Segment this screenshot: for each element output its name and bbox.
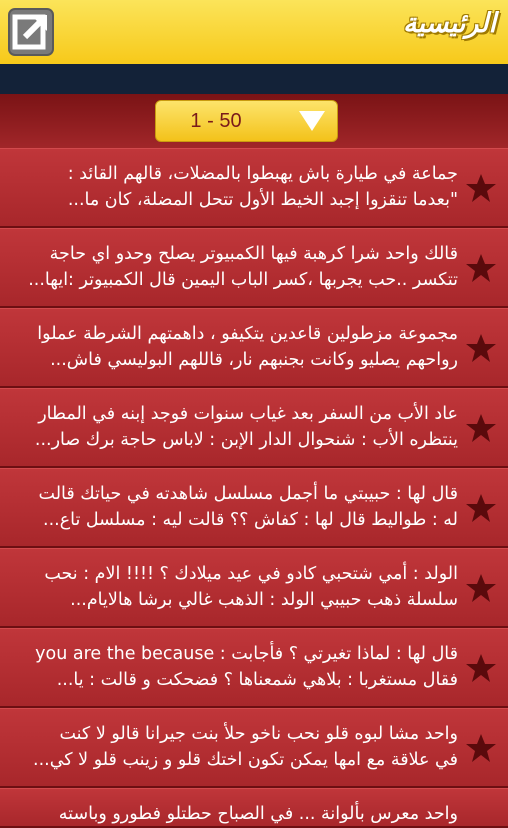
share-button[interactable]	[6, 6, 56, 58]
star-icon[interactable]	[466, 493, 496, 523]
list-item-text: قال لها : لماذا تغيرتي ؟ فأجابت : you are the because فقال مستغربا : بلاهي شمعناها ؟ فضحكت و قالت : يا...	[35, 644, 458, 690]
range-dropdown[interactable]	[155, 100, 338, 142]
star-icon[interactable]	[466, 333, 496, 363]
star-icon[interactable]	[466, 733, 496, 763]
list-item[interactable]	[0, 388, 508, 468]
share-arrow-icon	[7, 7, 55, 57]
star-icon[interactable]	[466, 253, 496, 283]
list-item[interactable]	[0, 788, 508, 828]
chevron-down-icon	[299, 111, 325, 131]
list-item-text: واحد مشا لبوه قلو نحب ناخو حلأ بنت جيرانا قالو لا كنت في علاقة مع امها يمكن تكون اختك قلو و زينب قلو لا كي...	[33, 724, 458, 770]
jokes-list	[0, 148, 508, 828]
list-item-text: جماعة في طيارة باش يهبطوا بالمضلات، قالهم القائد : "بعدما تنقزوا إجبد الخيط الأول تتحل المضلة، كان ما...	[67, 164, 458, 210]
list-item[interactable]	[0, 228, 508, 308]
list-item-text: عاد الأب من السفر بعد غياب سنوات فوجد إبنه في المطار ينتظره الأب : شنحوال الدار الإبن : لاباس حاجة برك صار...	[34, 404, 458, 450]
page-title: الرئيسية	[403, 8, 496, 39]
star-icon[interactable]	[466, 653, 496, 683]
range-dropdown-label: 1 - 50	[190, 110, 242, 132]
star-icon[interactable]	[466, 413, 496, 443]
list-item[interactable]	[0, 708, 508, 788]
list-item-text: الولد : أمي شتحبي كادو في عيد ميلادك ؟ !!!! الام : نحب سلسلة ذهب حبيبي الولد : الذهب غالي برشا هالايام...	[44, 564, 458, 610]
list-item[interactable]	[0, 468, 508, 548]
navy-divider	[0, 64, 508, 94]
list-item[interactable]	[0, 308, 508, 388]
list-item[interactable]	[0, 628, 508, 708]
list-item-text: قال لها : حبيبتي ما أجمل مسلسل شاهدته في حياتك قالت له : طواليط قال لها : كفاش ؟؟ قالت ليه : مسلسل تاع...	[38, 484, 458, 530]
list-item[interactable]	[0, 148, 508, 228]
list-item-text: مجموعة مزطولين قاعدين يتكيفو ، داهمتهم الشرطة عملوا رواحهم يصليو وكانت بجنبهم نار، قاللهم البوليسي فاش...	[37, 324, 458, 370]
app-header	[0, 0, 508, 64]
star-icon[interactable]	[466, 173, 496, 203]
list-item-text: قالك واحد شرا كرهبة فيها الكمبيوتر يصلح وحدو اي حاجة تتكسر ..حب يجربها ،كسر الباب اليمين قال الكمبيوتر :ايها...	[28, 244, 458, 290]
list-item[interactable]	[0, 548, 508, 628]
list-item-text: واحد معرس بألوانة ... في الصباح حطتلو فطورو وباسته	[58, 804, 458, 824]
star-icon[interactable]	[466, 573, 496, 603]
